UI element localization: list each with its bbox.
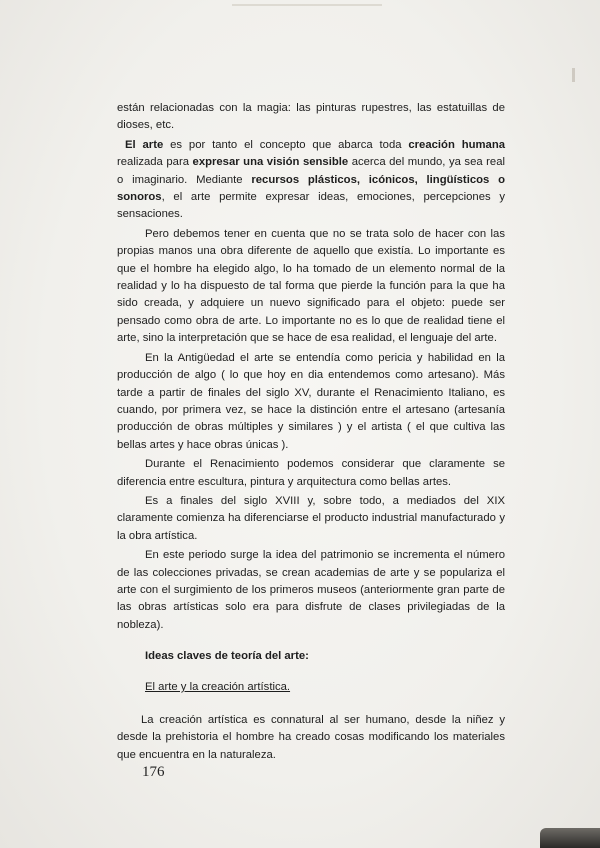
- text-run: En este periodo surge la idea del patrimonio se incrementa el número de las colecciones privadas, se crean academias de arte y se populariza el arte con el surgimiento de los primeros museos (anteriormente gran parte de las obras artísticas solo era para disfrute de clases privilegiadas de la nobleza).: [117, 549, 505, 631]
- section-heading: Ideas claves de teoría del arte:: [145, 650, 309, 662]
- paragraph: [117, 493, 505, 545]
- text-run: están relacionadas con la magia: las pinturas rupestres, las estatuillas de dioses, etc.: [117, 102, 505, 132]
- scan-mark: [572, 68, 575, 82]
- closing-paragraph: [117, 712, 505, 766]
- text-run: Durante el Renacimiento podemos considerar que claramente se diferencia entre escultura, pintura y arquitectura como bellas artes.: [117, 458, 505, 488]
- bold-text-run: El arte: [125, 138, 164, 151]
- paragraph: [117, 100, 505, 135]
- text-run: Es a finales del siglo XVIII y, sobre todo, a mediados del XIX claramente comienza ha diferenciarse el producto industrial manufacturado y la obra artística.: [117, 494, 505, 542]
- text-run: En la Antigüedad el arte se entendía como pericia y habilidad en la producción de algo ( lo que hoy en dia entendemos como artesano). Más tarde a partir de finales del siglo XV, durante el Renacimiento Italiano, es cuando, por primera vez, se hace la distinción entre el artesano (artesanía producción de obras múltiples y similares ) y el artista ( el que cultiva las bellas artes y hace obras únicas ).: [117, 351, 505, 451]
- text-run: acerca del mundo, ya sea real o imaginario. Mediante: [117, 156, 506, 186]
- scan-corner-shadow: [540, 828, 600, 848]
- text-run: es por tanto el concepto que abarca toda: [163, 138, 409, 151]
- paragraph: [117, 547, 505, 634]
- page-number: 176: [142, 764, 165, 780]
- body-text: [117, 100, 505, 636]
- text-run: realizada para: [117, 156, 193, 169]
- paragraph: [117, 137, 505, 224]
- bold-text-run: expresar una visión sensible: [192, 156, 349, 169]
- bold-text-run: recursos plásticos, icónicos, lingüísticos o sonoros: [117, 173, 505, 204]
- scan-smudge: [232, 4, 382, 6]
- text-run: , el arte permite expresar ideas, emociones, percepciones y sensaciones.: [117, 191, 505, 221]
- section-subheading: El arte y la creación artística.: [145, 681, 291, 693]
- paragraph: [117, 350, 505, 454]
- paragraph: [117, 456, 505, 491]
- paragraph: [117, 226, 505, 348]
- bold-text-run: creación humana: [408, 138, 506, 151]
- text-run: Pero debemos tener en cuenta que no se trata solo de hacer con las propias manos una obra diferente de aquello que existía. Lo importante es que el hombre ha elegido algo, lo ha tomado de un elemento normal de la realidad y lo ha dispuesto de tal forma que pierde la función para la que ha sido creada, y adquiere un nuevo significado para el objeto: puede ser pensado como obra de arte. Lo importante no es lo que de realidad tiene el arte, sino la interpretación que se hace de esa realidad, el lenguaje del arte.: [117, 227, 505, 345]
- paragraph: La creación artística es connatural al ser humano, desde la niñez y desde la prehistoria el hombre ha creado cosas modificando los materiales que encuentra en la naturaleza.: [117, 714, 505, 761]
